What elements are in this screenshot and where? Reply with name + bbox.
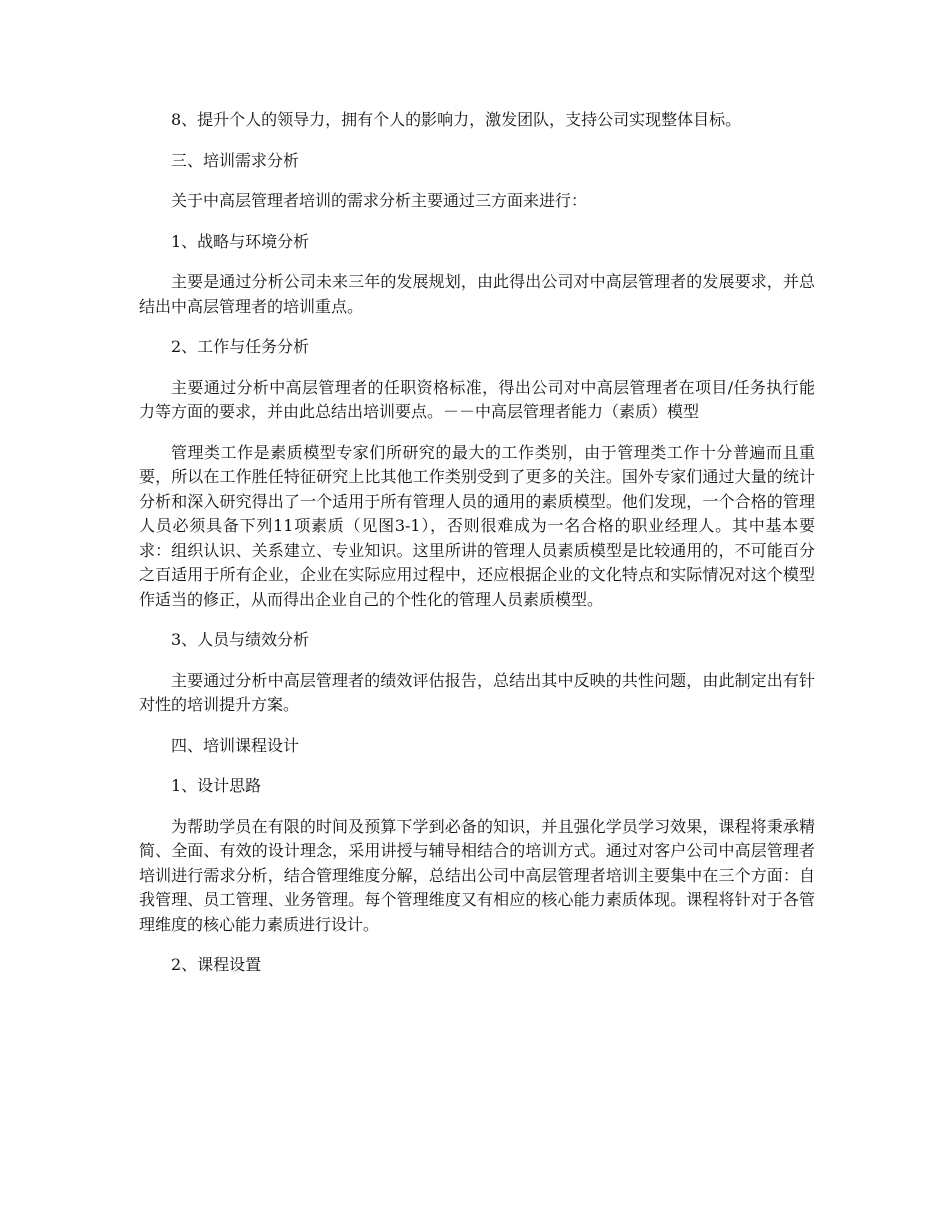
subheading-course-setup: 2、课程设置 <box>171 955 262 974</box>
paragraph-work-task: 主要通过分析中高层管理者的任职资格标准，得出公司对中高层管理者在项目/任务执行能力等方面的要求，并由此总结出培训要点。－－中高层管理者能力（素质）模型 <box>139 377 815 421</box>
subheading-personnel-performance: 3、人员与绩效分析 <box>171 630 310 649</box>
section-heading-course-design: 四、培训课程设计 <box>171 735 300 755</box>
document-page <box>139 108 815 994</box>
paragraph-design-approach: 为帮助学员在有限的时间及预算下学到必备的知识，并且强化学员学习效果，课程将秉承精简、全面、有效的设计理念，采用讲授与辅导相结合的培训方式。通过对客户公司中高层管理者培训进行需求分析，结合管理维度分解，总结出公司中高层管理者培训主要集中在三个方面：自我管理、员工管理、业务管理。每个管理维度又有相应的核心能力素质体现。课程将针对于各管理维度的核心能力素质进行设计。 <box>139 816 815 934</box>
paragraph-personnel-performance: 主要通过分析中高层管理者的绩效评估报告，总结出其中反映的共性问题，由此制定出有针对性的培训提升方案。 <box>139 670 815 714</box>
subheading-design-approach: 1、设计思路 <box>171 776 262 795</box>
subheading-work-task: 2、工作与任务分析 <box>171 337 310 356</box>
subheading-strategy-environment: 1、战略与环境分析 <box>171 231 310 251</box>
paragraph-point-8: 8、提升个人的领导力，拥有个人的影响力，激发团队，支持公司实现整体目标。 <box>171 110 742 129</box>
paragraph-strategy-environment: 主要是通过分析公司未来三年的发展规划，由此得出公司对中高层管理者的发展要求，并总结出中高层管理者的培训重点。 <box>139 272 815 316</box>
paragraph-competency-model: 管理类工作是素质模型专家们所研究的最大的工作类别，由于管理类工作十分普遍而且重要，所以在工作胜任特征研究上比其他工作类别受到了更多的关注。国外专家们通过大量的统计分析和深入研究得出了一个适用于所有管理人员的通用的素质模型。他们发现，一个合格的管理人员必须具备下列11项素质（见图3-1），否则很难成为一名合格的职业经理人。其中基本要求：组织认识、关系建立、专业知识。这里所讲的管理人员素质模型是比较通用的，不可能百分之百适用于所有企业，企业在实际应用过程中，还应根据企业的文化特点和实际情况对这个模型作适当的修正，从而得出企业自己的个性化的管理人员素质模型。 <box>139 442 815 609</box>
section-heading-training-needs-analysis: 三、培训需求分析 <box>171 150 300 170</box>
paragraph-needs-intro: 关于中高层管理者培训的需求分析主要通过三方面来进行： <box>171 191 588 210</box>
